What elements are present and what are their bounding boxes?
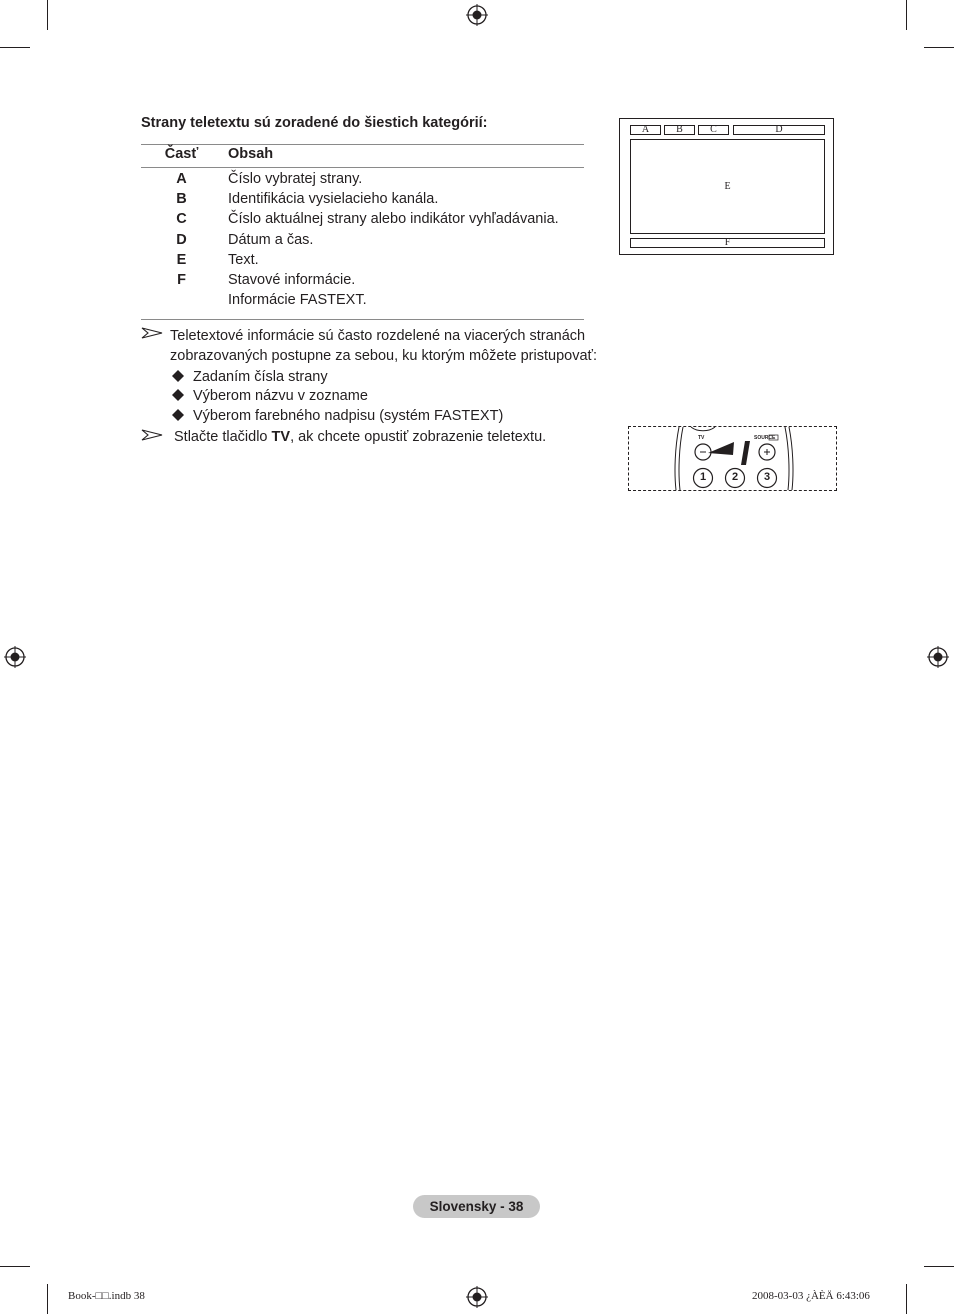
- print-slug-left: Book-□□.indb 38: [68, 1290, 145, 1302]
- table-header-content: Obsah: [228, 146, 274, 162]
- row-value: Stavové informácie.: [228, 272, 356, 288]
- row-value: Číslo aktuálnej strany alebo indikátor vyhľadávania.: [228, 211, 559, 227]
- crop-mark: [906, 1284, 907, 1314]
- table-header-part: Časť: [164, 146, 199, 162]
- table-row: [141, 171, 601, 191]
- crop-mark: [924, 47, 954, 48]
- note-arrow-icon: [141, 429, 163, 441]
- row-key: C: [176, 211, 187, 227]
- row-key: E: [176, 252, 187, 268]
- region-f: F: [630, 238, 825, 248]
- remote-button-1: 1: [699, 471, 707, 483]
- table-row: [141, 292, 601, 312]
- source-button-label: SOURCE: [754, 435, 776, 441]
- remote-button-3: 3: [763, 471, 771, 483]
- region-a: A: [630, 125, 661, 135]
- row-value: Číslo vybratej strany.: [228, 171, 363, 187]
- crop-mark: [47, 1284, 48, 1314]
- bullet-item: Výberom názvu v zozname: [193, 388, 368, 404]
- exit-teletext-note: Stlačte tlačidlo TV, ak chcete opustiť zobrazenie teletextu.: [174, 429, 547, 445]
- note-line: zobrazovaných postupne za sebou, ku ktorým môžete pristupovať:: [170, 348, 597, 364]
- remote-button-2: 2: [731, 471, 739, 483]
- table-row: [141, 252, 601, 272]
- remote-control-illustration: [628, 426, 837, 491]
- diamond-bullet-icon: [171, 408, 185, 422]
- table-top-rule: [141, 144, 584, 145]
- bullet-item: Výberom farebného nadpisu (systém FASTEXT): [193, 408, 504, 424]
- note-arrow-icon: [141, 327, 163, 339]
- tv-button-label: TV: [698, 435, 705, 441]
- table-row: [141, 272, 601, 292]
- row-value: Dátum a čas.: [228, 232, 314, 248]
- table-row: [141, 211, 601, 231]
- print-slug-right: 2008-03-03 ¿ÀÈÄ 6:43:06: [752, 1290, 870, 1302]
- section-heading: Strany teletextu sú zoradené do šiestich kategórií:: [141, 115, 488, 131]
- diamond-bullet-icon: [171, 369, 185, 383]
- diamond-bullet-icon: [171, 388, 185, 402]
- crop-mark: [0, 1266, 30, 1267]
- table-row: [141, 232, 601, 252]
- region-d: D: [733, 125, 825, 135]
- page-number-badge: Slovensky - 38: [413, 1195, 540, 1218]
- bullet-item: Zadaním čísla strany: [193, 369, 328, 385]
- registration-mark-icon: [466, 4, 488, 26]
- row-value: Informácie FASTEXT.: [228, 292, 367, 308]
- crop-mark: [924, 1266, 954, 1267]
- row-key: A: [176, 171, 187, 187]
- registration-mark-icon: [466, 1286, 488, 1308]
- row-value: Text.: [228, 252, 259, 268]
- row-key: D: [176, 232, 187, 248]
- teletext-layout-diagram: [619, 118, 834, 255]
- region-b: B: [664, 125, 695, 135]
- crop-mark: [47, 0, 48, 30]
- registration-mark-icon: [4, 646, 26, 668]
- registration-mark-icon: [927, 646, 949, 668]
- table-header-rule: [141, 167, 584, 168]
- row-key: B: [176, 191, 187, 207]
- note-line: Teletextové informácie sú často rozdelené na viacerých stranách: [170, 328, 586, 344]
- table-row: [141, 191, 601, 211]
- region-e: E: [630, 139, 825, 234]
- row-value: Identifikácia vysielacieho kanála.: [228, 191, 439, 207]
- crop-mark: [906, 0, 907, 30]
- crop-mark: [0, 47, 30, 48]
- region-c: C: [698, 125, 729, 135]
- row-key: F: [177, 272, 186, 288]
- table-bottom-rule: [141, 319, 584, 320]
